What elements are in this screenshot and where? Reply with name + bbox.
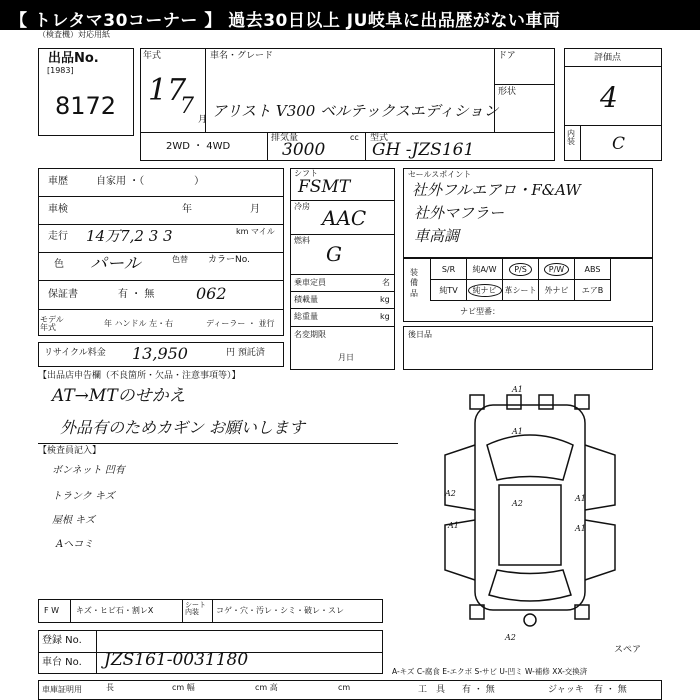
- seller-note-1: AT→MTのせかえ: [52, 386, 186, 406]
- capacity-label: 乗車定員: [294, 278, 326, 287]
- lot-stamp: [1983]: [47, 66, 74, 75]
- model-label: 型式: [370, 133, 389, 143]
- history-options: 自家用 ・（ ）: [96, 176, 205, 187]
- dim-unit: cm: [338, 683, 351, 692]
- weight-unit: kg: [380, 312, 390, 321]
- capacity-unit: 名: [382, 278, 390, 287]
- damage-mark: A2: [505, 633, 516, 642]
- lot-number: 8172: [55, 92, 117, 120]
- equip-pw: P/W: [544, 263, 569, 276]
- damage-mark: A2: [445, 489, 456, 498]
- fuel-value: G: [326, 242, 342, 266]
- spare-label: スペア: [614, 645, 642, 655]
- score-label: 評価点: [594, 53, 622, 63]
- fw-label: F W: [44, 606, 60, 615]
- score-value: 4: [600, 81, 618, 114]
- reg-change-unit: 月日: [338, 353, 354, 362]
- color-no-label: カラーNo.: [208, 255, 250, 265]
- displacement-label: 排気量: [271, 133, 299, 143]
- drive-label: 2WD ・ 4WD: [166, 141, 231, 152]
- chassis-label: 車台 No.: [42, 657, 82, 668]
- dim-width: cm 幅: [172, 683, 195, 692]
- shift-value: FSMT: [298, 177, 351, 197]
- mid-grid: [290, 168, 395, 370]
- weight-label: 総重量: [294, 312, 318, 321]
- color-change: 色替: [172, 255, 188, 264]
- damage-mark: A1: [448, 521, 459, 530]
- model-year-handle: 年 ハンドル 左・右: [104, 319, 174, 328]
- tools-options: 有 ・ 無: [462, 685, 495, 695]
- model-year-dealer: ディーラー ・ 並行: [206, 319, 275, 328]
- mileage-label: 走行: [48, 231, 68, 242]
- recycle-value: 13,950: [132, 344, 188, 363]
- inspector-note-3: 屋根 キズ: [52, 515, 95, 526]
- garage-label: 車庫証明用: [42, 685, 82, 694]
- inspector-note-1: ボンネット 凹有: [52, 465, 125, 476]
- interior-value: C: [612, 134, 626, 154]
- shift-label: シフト: [294, 169, 318, 178]
- sales-point-3: 車高調: [414, 227, 460, 245]
- reg-no-label: 登録 No.: [42, 635, 82, 646]
- model-year-label: モデル年式: [40, 315, 64, 332]
- inspector-notes-label: 【検査員記入】: [38, 446, 102, 456]
- seat-label: シート内装: [185, 601, 206, 616]
- damage-legend: A-キズ C-腐食 E-エクボ S-サビ U-凹ミ W-補修 XX-交換済: [392, 667, 588, 676]
- dim-length: 長: [106, 683, 114, 692]
- load-unit: kg: [380, 295, 390, 304]
- inspection-year: 年: [182, 204, 192, 215]
- jack-options: 有 ・ 無: [594, 685, 627, 695]
- damage-mark: A1: [575, 494, 586, 503]
- year-label: 年式: [143, 51, 162, 61]
- after-date-box: [403, 326, 653, 370]
- jack-label: ジャッキ: [548, 685, 584, 695]
- displacement-value: 3000: [282, 140, 326, 160]
- displacement-unit: cc: [350, 133, 359, 142]
- year-value: 17: [148, 73, 187, 108]
- chassis-value: JZS161-0031180: [104, 650, 249, 670]
- inspector-note-4: Aヘコミ: [56, 539, 94, 550]
- equip-leather: 革シート: [503, 280, 539, 301]
- dim-height: cm 高: [255, 683, 278, 692]
- sales-point-1: 社外フルエアロ・F&AW: [412, 181, 581, 199]
- equip-alloy: 純A/W: [467, 259, 503, 280]
- warranty-label: 保証書: [48, 289, 78, 300]
- sales-points-label: セールスポイント: [408, 170, 472, 179]
- car-diagram: [415, 385, 655, 640]
- recycle-unit: 円 預託済: [226, 348, 265, 358]
- name-label: 車名・グレード: [210, 51, 274, 61]
- equipment-table: [430, 258, 611, 301]
- banner: 【 トレタマ30コーナー 】 過去30日以上 JU岐阜に出品歴がない車両: [0, 0, 700, 30]
- seller-note-2: 外品有のためカギン お願いします: [60, 418, 305, 437]
- color-no: 062: [196, 284, 227, 303]
- mileage-unit: km マイル: [236, 227, 275, 236]
- seat-text: コゲ・穴・汚レ・シミ・破レ・スレ: [216, 606, 344, 615]
- tools-label: 工 具: [418, 685, 446, 695]
- door-label: ドア: [498, 51, 516, 61]
- month-unit: 月: [198, 115, 208, 125]
- equip-ext-navi: 外ナビ: [539, 280, 575, 301]
- equip-airbag: エアB: [575, 280, 611, 301]
- equip-abs: ABS: [575, 259, 611, 280]
- after-date-label: 後日品: [408, 330, 432, 339]
- interior-label: 内装: [567, 129, 575, 146]
- load-label: 積載量: [294, 295, 318, 304]
- name-value: アリスト V300 ベルテックスエディション: [212, 102, 499, 120]
- year-month: 7: [180, 94, 194, 119]
- color-value: パール: [90, 254, 141, 274]
- equip-navi: 純ナビ: [468, 284, 502, 297]
- damage-mark: A1: [512, 427, 523, 436]
- equip-tv: 純TV: [431, 280, 467, 301]
- navi-model-label: ナビ型番：: [460, 307, 500, 316]
- damage-mark: A2: [512, 499, 523, 508]
- equip-sr: S/R: [431, 259, 467, 280]
- fw-text: キズ・ヒビ石・割レX: [76, 606, 154, 615]
- damage-mark: A1: [512, 385, 523, 394]
- inspection-label: 車検: [48, 204, 68, 215]
- history-label: 車歴: [48, 176, 68, 187]
- reg-change-label: 名変期限: [294, 330, 326, 339]
- damage-mark: A1: [575, 524, 586, 533]
- sub-note: （検査機）対応用紙: [38, 30, 110, 39]
- model-value: GH -JZS161: [372, 140, 475, 160]
- inspector-note-2: トランク キズ: [52, 491, 115, 502]
- fuel-label: 燃料: [294, 236, 310, 245]
- inspection-month: 月: [250, 204, 260, 215]
- ac-value: AAC: [322, 206, 367, 230]
- sales-point-2: 社外マフラー: [414, 204, 505, 222]
- equip-ps: P/S: [509, 263, 532, 276]
- warranty-options: 有 ・ 無: [118, 289, 155, 300]
- color-label: 色: [54, 259, 64, 270]
- equipment-label: 装備品: [410, 268, 418, 298]
- shape-label: 形状: [498, 87, 517, 97]
- lot-label: 出品No.: [48, 51, 99, 66]
- seller-notes-label: 【出品店申告欄（不良箇所・欠品・注意事項等）】: [38, 371, 241, 381]
- recycle-label: リサイクル料金: [44, 348, 106, 358]
- mileage-value: 14万7,2 3 3: [86, 227, 173, 245]
- ac-label: 冷房: [294, 202, 310, 211]
